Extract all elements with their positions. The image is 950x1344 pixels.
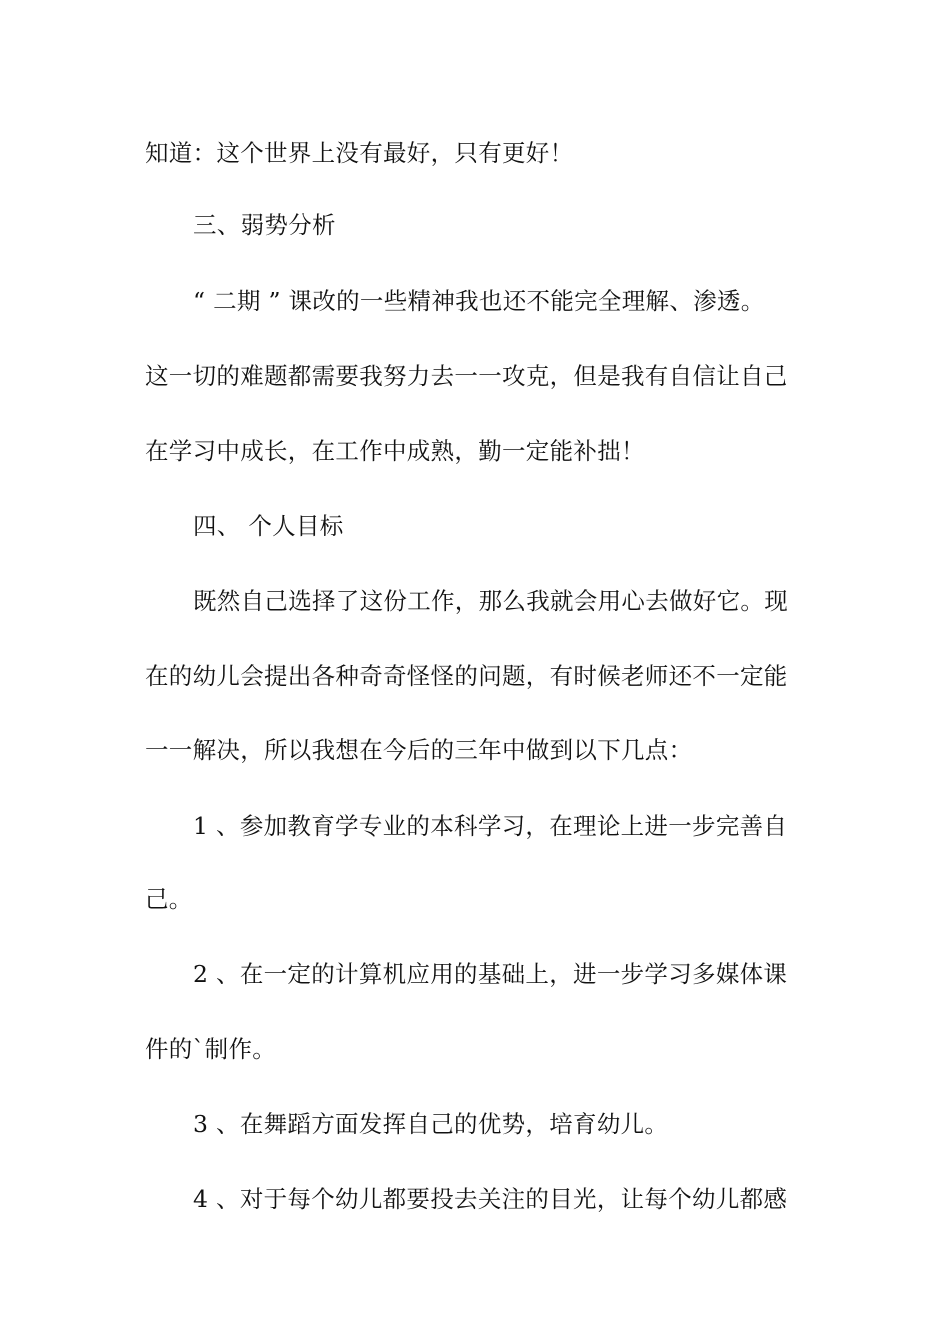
paragraph-line: 知道：这个世界上没有最好，只有更好！ (145, 139, 574, 167)
section-heading: 三、弱势分析 (193, 211, 336, 239)
list-item-line: 件的`制作。 (145, 1035, 277, 1063)
list-item-line: 4 、对于每个幼儿都要投去关注的目光，让每个幼儿都感 (193, 1185, 788, 1213)
paragraph-line: “ 二期 ” 课改的一些精神我也还不能完全理解、渗透。 (193, 287, 765, 315)
paragraph-line: 这一切的难题都需要我努力去一一攻克，但是我有自信让自己 (145, 362, 788, 390)
paragraph-line: 一一解决，所以我想在今后的三年中做到以下几点： (145, 736, 693, 764)
list-item-line: 己。 (145, 885, 193, 913)
paragraph-line: 在的幼儿会提出各种奇奇怪怪的问题，有时候老师还不一定能 (145, 662, 788, 690)
list-item-line: 2 、在一定的计算机应用的基础上，进一步学习多媒体课 (193, 960, 788, 988)
section-heading: 四、 个人目标 (193, 512, 344, 540)
list-item-line: 1 、参加教育学专业的本科学习，在理论上进一步完善自 (193, 812, 788, 840)
paragraph-line: 既然自己选择了这份工作，那么我就会用心去做好它。现 (193, 587, 788, 615)
list-item-line: 3 、在舞蹈方面发挥自己的优势，培育幼儿。 (193, 1110, 669, 1138)
paragraph-line: 在学习中成长，在工作中成熟，勤一定能补拙！ (145, 437, 645, 465)
